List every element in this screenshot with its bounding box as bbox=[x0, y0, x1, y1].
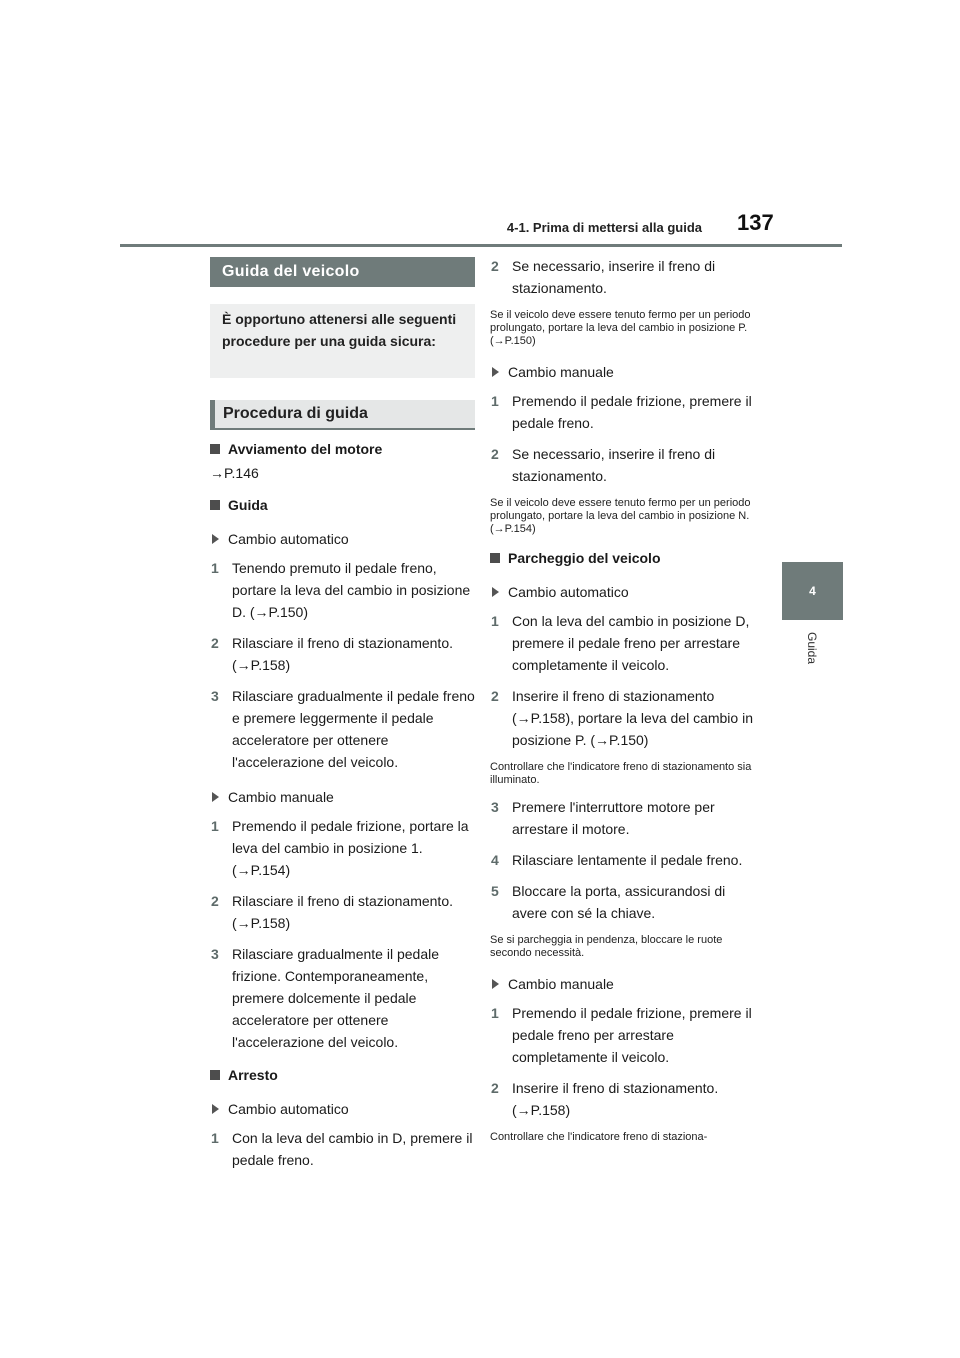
note-text: Controllare che l'indicatore freno di staziona- bbox=[490, 1131, 708, 1143]
step-number: 3 bbox=[211, 688, 219, 704]
note-text: Se il veicolo deve essere tenuto fermo per un periodo prolungato, portare la leva del cambio in posizione N. (→P.154) bbox=[490, 497, 751, 535]
bullet-item: Cambio manuale bbox=[490, 974, 755, 994]
step-text: Premendo il pedale frizione, premere il pedale freno per arrestare completamente il veicolo. bbox=[512, 1005, 752, 1065]
note-text: Controllare che l'indicatore freno di stazionamento sia illuminato. bbox=[490, 761, 752, 786]
subsection-heading: Avviamento del motore bbox=[210, 439, 475, 459]
step-number: 1 bbox=[491, 393, 499, 409]
step-text: Tenendo premuto il pedale freno, portare la leva del cambio in posizione D. (→P.150) bbox=[232, 560, 471, 620]
step-item bbox=[490, 390, 755, 434]
step-text: Inserire il freno di stazionamento (→P.158), portare la leva del cambio in posizione P. (→P.150) bbox=[512, 688, 753, 748]
bullet-item: Cambio automatico bbox=[210, 1099, 475, 1119]
step-item bbox=[490, 880, 755, 924]
section-title: Guida del veicolo bbox=[210, 257, 475, 287]
step-number: 2 bbox=[491, 258, 499, 274]
step-number: 1 bbox=[211, 560, 219, 576]
step-number: 2 bbox=[211, 635, 219, 651]
step-text: Con la leva del cambio in D, premere il pedale freno. bbox=[232, 1130, 473, 1168]
subsection-heading: Arresto bbox=[210, 1065, 475, 1085]
step-item bbox=[490, 443, 755, 487]
subsection-heading: Parcheggio del veicolo bbox=[490, 548, 755, 568]
note-text: Se si parcheggia in pendenza, bloccare le ruote secondo necessità. bbox=[490, 934, 723, 959]
step-item bbox=[210, 890, 475, 934]
bullet-item: Cambio automatico bbox=[490, 582, 755, 602]
step-number: 2 bbox=[491, 1080, 499, 1096]
step-text: Rilasciare il freno di stazionamento. (→P.158) bbox=[232, 635, 453, 673]
step-text: Premendo il pedale frizione, portare la leva del cambio in posizione 1. (→P.154) bbox=[232, 818, 469, 878]
step-number: 2 bbox=[491, 688, 499, 704]
procedure-title: Procedura di guida bbox=[210, 400, 475, 430]
note-text: Se il veicolo deve essere tenuto fermo per un periodo prolungato, portare la leva del cambio in posizione P. (→P.150) bbox=[490, 309, 751, 347]
step-item bbox=[490, 610, 755, 676]
step-text: Rilasciare lentamente il pedale freno. bbox=[512, 852, 743, 868]
bullet-item: Cambio automatico bbox=[210, 529, 475, 549]
step-item bbox=[490, 685, 755, 751]
step-item bbox=[490, 796, 755, 840]
step-text: Inserire il freno di stazionamento. (→P.158) bbox=[512, 1080, 719, 1118]
intro-box: È opportuno attenersi alle seguenti procedure per una guida sicura: bbox=[210, 304, 475, 378]
step-number: 1 bbox=[211, 818, 219, 834]
step-item bbox=[490, 849, 755, 871]
step-text: Se necessario, inserire il freno di stazionamento. bbox=[512, 258, 716, 296]
step-text: Rilasciare gradualmente il pedale freno e premere leggermente il pedale acceleratore per ottenere l'accelerazione del veicolo. bbox=[232, 688, 475, 770]
step-text: Premendo il pedale frizione, premere il pedale freno. bbox=[512, 393, 752, 431]
step-item bbox=[210, 557, 475, 623]
step-text: Con la leva del cambio in posizione D, premere il pedale freno per arrestare completamente il veicolo. bbox=[512, 613, 750, 673]
left-column bbox=[210, 255, 475, 1171]
chapter-tab: 4 bbox=[782, 562, 843, 620]
page-header bbox=[0, 0, 960, 250]
step-item bbox=[210, 1127, 475, 1171]
step-number: 5 bbox=[491, 883, 499, 899]
header-section-title: 4-1. Prima di mettersi alla guida bbox=[506, 220, 702, 235]
step-item bbox=[210, 815, 475, 881]
step-number: 1 bbox=[491, 1005, 499, 1021]
step-text: Premere l'interruttore motore per arrestare il motore. bbox=[512, 799, 715, 837]
header-rule bbox=[120, 244, 842, 247]
step-number: 2 bbox=[211, 893, 219, 909]
step-item bbox=[490, 1077, 755, 1121]
step-number: 4 bbox=[491, 852, 499, 868]
step-item bbox=[490, 1002, 755, 1068]
step-number: 2 bbox=[491, 446, 499, 462]
page-reference: →P.146 bbox=[210, 465, 259, 481]
subsection-heading: Guida bbox=[210, 495, 475, 515]
step-number: 1 bbox=[491, 613, 499, 629]
bullet-item: Cambio manuale bbox=[210, 787, 475, 807]
step-text: Rilasciare gradualmente il pedale frizione. Contemporaneamente, premere dolcemente il pedale acceleratore per ottenere l'accelerazione del veicolo. bbox=[232, 946, 440, 1050]
bullet-item: Cambio manuale bbox=[490, 362, 755, 382]
step-text: Rilasciare il freno di stazionamento. (→P.158) bbox=[232, 893, 453, 931]
step-number: 3 bbox=[211, 946, 219, 962]
step-item bbox=[210, 943, 475, 1053]
step-item bbox=[210, 632, 475, 676]
step-item bbox=[210, 685, 475, 773]
step-text: Se necessario, inserire il freno di stazionamento. bbox=[512, 446, 716, 484]
right-column bbox=[490, 255, 755, 1144]
step-number: 1 bbox=[211, 1130, 219, 1146]
page-number: 137 bbox=[737, 210, 774, 235]
step-text: Bloccare la porta, assicurandosi di avere con sé la chiave. bbox=[512, 883, 726, 921]
step-item bbox=[490, 255, 755, 299]
step-number: 3 bbox=[491, 799, 499, 815]
chapter-label: Guida bbox=[805, 632, 819, 665]
